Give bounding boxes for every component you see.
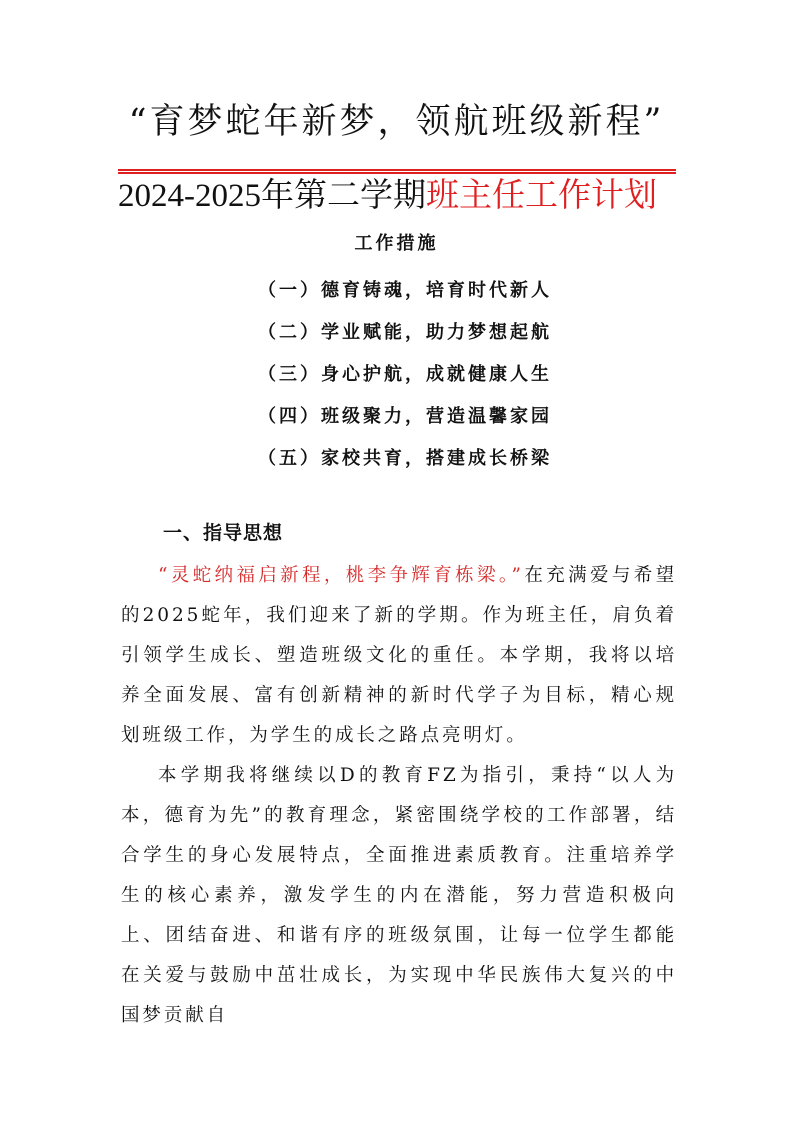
measure-item: （五）家校共育，搭建成长桥梁 xyxy=(258,448,552,469)
sub-title xyxy=(118,174,698,218)
measure-item: （四）班级聚力，营造温馨家园 xyxy=(258,406,552,427)
red-rule-line-top xyxy=(118,169,676,171)
measure-item: （二）学业赋能，助力梦想起航 xyxy=(258,322,552,343)
paragraph-philosophy-text: 本学期我将继续以D的教育FZ为指引，秉持“以人为本，德育为先”的教育理念，紧密围绕学校的工作部署，结合学生的身心发展特点，全面推进素质教育。注重培养学生的核心素养，激发学生的内在潜能，努力营造积极向上、团结奋进、和谐有序的班级氛围，让每一位学生都能在关爱与鼓励中茁壮成长，为实现中华民族伟大复兴的中国梦贡献自 xyxy=(121,765,677,1026)
measure-item: （一）德育铸魂，培育时代新人 xyxy=(258,280,552,301)
sub-title-prefix: 2024-2025年第二学期 xyxy=(118,178,426,214)
paragraph-philosophy xyxy=(121,756,677,1036)
measure-item: （三）身心护航，成就健康人生 xyxy=(258,364,552,385)
section-heading-guiding-ideology: 一、指导思想 xyxy=(163,522,284,544)
red-quote: “灵蛇纳福启新程，桃李争辉育栋梁。” xyxy=(158,565,524,586)
measures-list xyxy=(258,270,552,480)
paragraph-intro xyxy=(121,556,677,756)
sub-title-highlight: 班主任工作计划 xyxy=(426,178,657,214)
main-title: “育梦蛇年新梦，领航班级新程” xyxy=(128,102,665,142)
paragraph-intro-text: 在充满爱与希望的2025蛇年，我们迎来了新的学期。作为班主任，肩负着引领学生成长、塑造班级文化的重任。本学期，我将以培养全面发展、富有创新精神的新时代学子为目标，精心规划班级工作，为学生的成长之路点亮明灯。 xyxy=(121,565,677,746)
measures-heading: 工作措施 xyxy=(354,233,439,254)
